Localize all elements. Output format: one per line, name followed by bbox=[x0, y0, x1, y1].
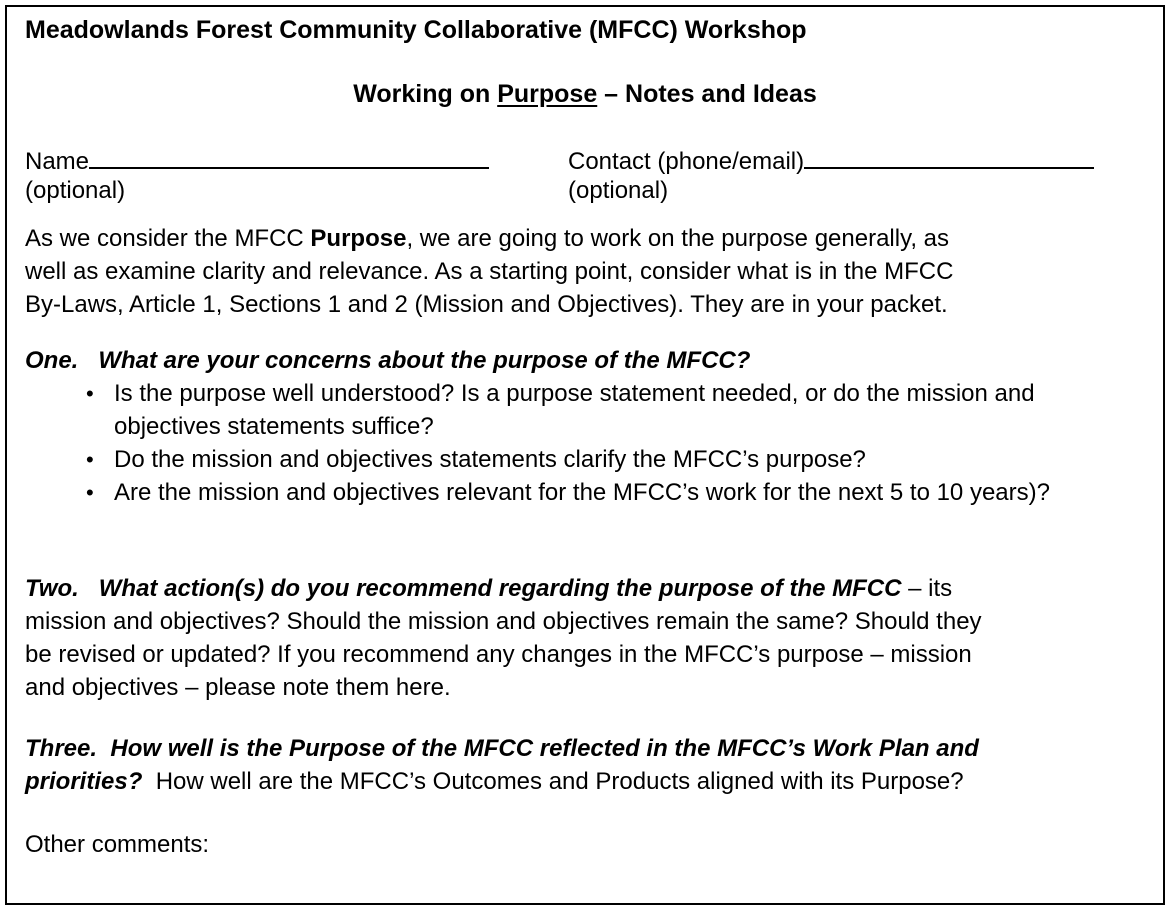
question-two-heading: Two. What action(s) do you recommend regarding the purpose of the MFCC bbox=[25, 575, 902, 602]
name-label: Name bbox=[25, 148, 90, 175]
intro-line-1 bbox=[25, 222, 953, 255]
question-three-text: How well are the MFCC’s Outcomes and Products aligned with its Purpose? bbox=[142, 768, 964, 795]
question-two-line-4: and objectives – please note them here. bbox=[25, 674, 451, 701]
contact-field bbox=[568, 141, 1094, 178]
question-three-line-2 bbox=[25, 765, 979, 798]
question-three-heading-line-1: Three. How well is the Purpose of the MFCC reflected in the MFCC’s Work Plan and bbox=[25, 735, 979, 762]
contact-optional-note: (optional) bbox=[568, 177, 669, 204]
list-item: • Are the mission and objectives relevant for the MFCC’s work for the next 5 to 10 years)? bbox=[86, 476, 1094, 509]
subtitle-suffix: – Notes and Ideas bbox=[597, 80, 817, 108]
intro-paragraph bbox=[25, 222, 953, 321]
question-two bbox=[25, 572, 982, 704]
question-one-bullets bbox=[86, 377, 1146, 509]
other-comments-label: Other comments: bbox=[25, 831, 210, 858]
question-two-text-1: – its bbox=[901, 575, 953, 602]
question-two-line-3: be revised or updated? If you recommend any changes in the MFCC’s purpose – mission bbox=[25, 641, 972, 668]
list-item: • Is the purpose well understood? Is a purpose statement needed, or do the mission and objectives statements suffice? bbox=[86, 377, 1144, 443]
name-blank-line[interactable] bbox=[89, 141, 489, 169]
contact-blank-line[interactable] bbox=[804, 141, 1094, 169]
subtitle-prefix: Working on bbox=[353, 80, 498, 108]
question-two-line-2: mission and objectives? Should the mission and objectives remain the same? Should they bbox=[25, 608, 982, 635]
intro-text-1: As we consider the MFCC bbox=[25, 225, 311, 252]
intro-text-2: , we are going to work on the purpose generally, as bbox=[406, 225, 949, 252]
intro-line-3: By-Laws, Article 1, Sections 1 and 2 (Mission and Objectives). They are in your packet. bbox=[25, 291, 948, 318]
question-one-heading: One. What are your concerns about the purpose of the MFCC? bbox=[25, 347, 751, 374]
question-three bbox=[25, 732, 979, 798]
contact-label: Contact (phone/email) bbox=[568, 148, 805, 175]
name-optional-note: (optional) bbox=[25, 177, 126, 204]
name-field bbox=[25, 141, 489, 178]
subtitle-underlined-word: Purpose bbox=[497, 80, 598, 108]
intro-line-2: well as examine clarity and relevance. As a starting point, consider what is in the MFCC bbox=[25, 258, 954, 285]
question-three-heading-line-2: priorities? bbox=[25, 768, 143, 795]
document-title: Meadowlands Forest Community Collaborative (MFCC) Workshop bbox=[25, 16, 807, 44]
question-two-line-1 bbox=[25, 572, 982, 605]
document-subtitle bbox=[0, 80, 1170, 109]
list-item: • Do the mission and objectives statements clarify the MFCC’s purpose? bbox=[86, 443, 1144, 476]
intro-bold-purpose: Purpose bbox=[310, 225, 407, 252]
